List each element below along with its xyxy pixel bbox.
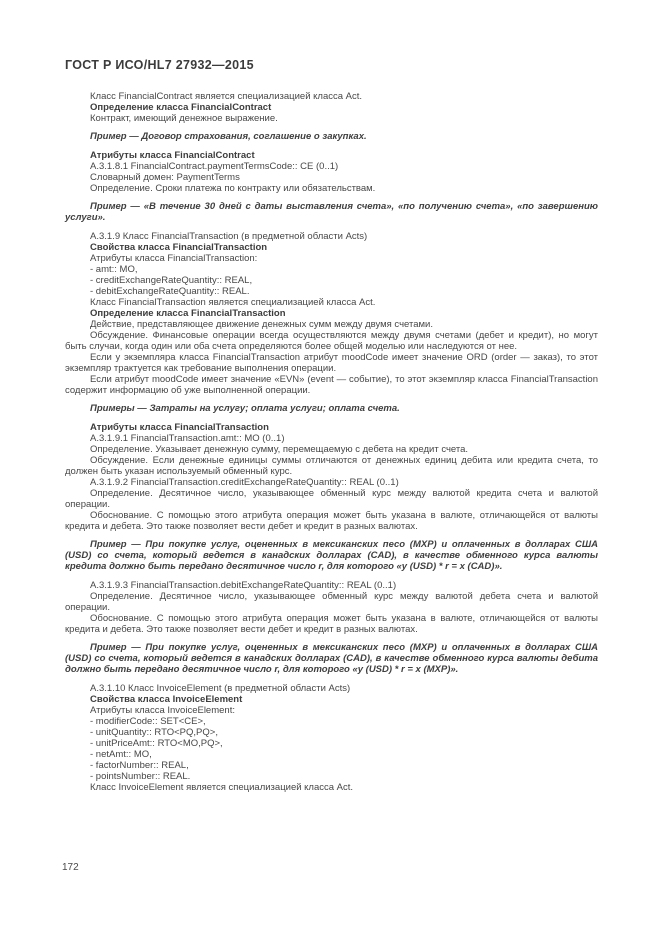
attribute-list-item: - pointsNumber:: REAL.	[90, 771, 191, 782]
paragraph: A.3.1.10 Класс InvoiceElement (в предметной области Acts)	[90, 683, 351, 694]
paragraph: Класс InvoiceElement является специализацией класса Act.	[90, 782, 354, 793]
example-note: Пример — Договор страхования, соглашение о закупках.	[90, 131, 367, 142]
paragraph: Обоснование. С помощью этого атрибута операция может быть указана в валюте, отличающейся от валюты кредита и дебета. Это также позволяет вести дебет и кредит в разных валютах.	[65, 510, 598, 532]
paragraph: Действие, представляющее движение денежных сумм между двумя счетами.	[90, 319, 433, 330]
paragraph: Если атрибут moodCode имеет значение «EVN» (event — событие), то этот экземпляр класса FinancialTransaction содержит информацию об уже выполненной операции.	[65, 374, 598, 396]
paragraph: A.3.1.9 Класс FinancialTransaction (в предметной области Acts)	[90, 231, 368, 242]
paragraph: Атрибуты класса InvoiceElement:	[90, 705, 235, 716]
paragraph: Определение. Сроки платежа по контракту или обязательствам.	[90, 183, 376, 194]
subheading: Определение класса FinancialTransaction	[90, 308, 286, 319]
subheading: Атрибуты класса FinancialTransaction	[90, 422, 269, 433]
page-number: 172	[62, 862, 79, 873]
subheading: Свойства класса FinancialTransaction	[90, 242, 268, 253]
paragraph: Класс FinancialTransaction является специализацией класса Act.	[90, 297, 376, 308]
paragraph: Обсуждение. Финансовые операции всегда осуществляются между двумя счетами (дебет и кредит), но могут быть случаи, когда один или оба счета определяются более общей моделью или наследуются от нее.	[65, 330, 598, 352]
paragraph: A.3.1.8.1 FinancialContract.paymentTermsCode:: CE (0..1)	[90, 161, 339, 172]
example-note: Примеры — Затраты на услугу; оплата услуги; оплата счета.	[90, 403, 400, 414]
paragraph: Обсуждение. Если денежные единицы суммы отличаются от денежных единиц дебита или кредита счета, то должен быть указан используемый обменный курс.	[65, 455, 598, 477]
subheading: Свойства класса InvoiceElement	[90, 694, 243, 705]
paragraph: Словарный домен: PaymentTerms	[90, 172, 240, 183]
example-note: Пример — При покупке услуг, оцененных в мексиканских песо (MXP) и оплаченных в долларах США (USD) со счета, который ведется в канадских долларах (CAD), в качестве обменного курса валюты дебита должно быть передано десятичное число r, для которого «y (USD) * r = x (MXP)».	[65, 642, 598, 675]
attribute-list-item: - modifierCode:: SET<CE>,	[90, 716, 206, 727]
paragraph: Определение. Десятичное число, указывающее обменный курс между валютой дебета счета и валютой операции.	[65, 591, 598, 613]
attribute-list-item: - debitExchangeRateQuantity:: REAL.	[90, 286, 250, 297]
document-body	[65, 91, 598, 793]
subheading: Атрибуты класса FinancialContract	[90, 150, 255, 161]
paragraph: Определение. Указывает денежную сумму, перемещаемую с дебета на кредит счета.	[90, 444, 469, 455]
attribute-list-item: - unitQuantity:: RTO<PQ,PQ>,	[90, 727, 218, 738]
attribute-list-item: - factorNumber:: REAL,	[90, 760, 189, 771]
paragraph: Обоснование. С помощью этого атрибута операция может быть указана в валюте, отличающейся от валюты кредита и дебета. Это также позволяет вести дебет и кредит в разных валютах.	[65, 613, 598, 635]
paragraph: A.3.1.9.2 FinancialTransaction.creditExchangeRateQuantity:: REAL (0..1)	[90, 477, 399, 488]
attribute-list-item: - amt:: MO,	[90, 264, 138, 275]
paragraph: Контракт, имеющий денежное выражение.	[90, 113, 278, 124]
attribute-list-item: - unitPriceAmt:: RTO<MO,PQ>,	[90, 738, 223, 749]
example-note: Пример — При покупке услуг, оцененных в мексиканских песо (MXP) и оплаченных в долларах США (USD) со счета, который ведется в канадских долларах (CAD), в качестве обменного курса валюты кредита должно быть передано десятичное число r, для которого «y (USD) * r = x (CAD)».	[65, 539, 598, 572]
paragraph: Класс FinancialContract является специализацией класса Act.	[90, 91, 363, 102]
subheading: Определение класса FinancialContract	[90, 102, 272, 113]
paragraph: A.3.1.9.3 FinancialTransaction.debitExchangeRateQuantity:: REAL (0..1)	[90, 580, 397, 591]
paragraph: Если у экземпляра класса FinancialTransaction атрибут moodCode имеет значение ORD (order — заказ), то этот экземпляр трактуется как требование выполнения операции.	[65, 352, 598, 374]
attribute-list-item: - creditExchangeRateQuantity:: REAL,	[90, 275, 253, 286]
standard-code-header: ГОСТ Р ИСО/HL7 27932—2015	[65, 58, 254, 72]
paragraph: A.3.1.9.1 FinancialTransaction.amt:: MO (0..1)	[90, 433, 285, 444]
paragraph: Определение. Десятичное число, указывающее обменный курс между валютой кредита счета и валютой операции.	[65, 488, 598, 510]
attribute-list-item: - netAmt:: MO,	[90, 749, 152, 760]
paragraph: Атрибуты класса FinancialTransaction:	[90, 253, 258, 264]
example-note: Пример — «В течение 30 дней с даты выставления счета», «по получению счета», «по завершению услуги».	[65, 201, 598, 223]
